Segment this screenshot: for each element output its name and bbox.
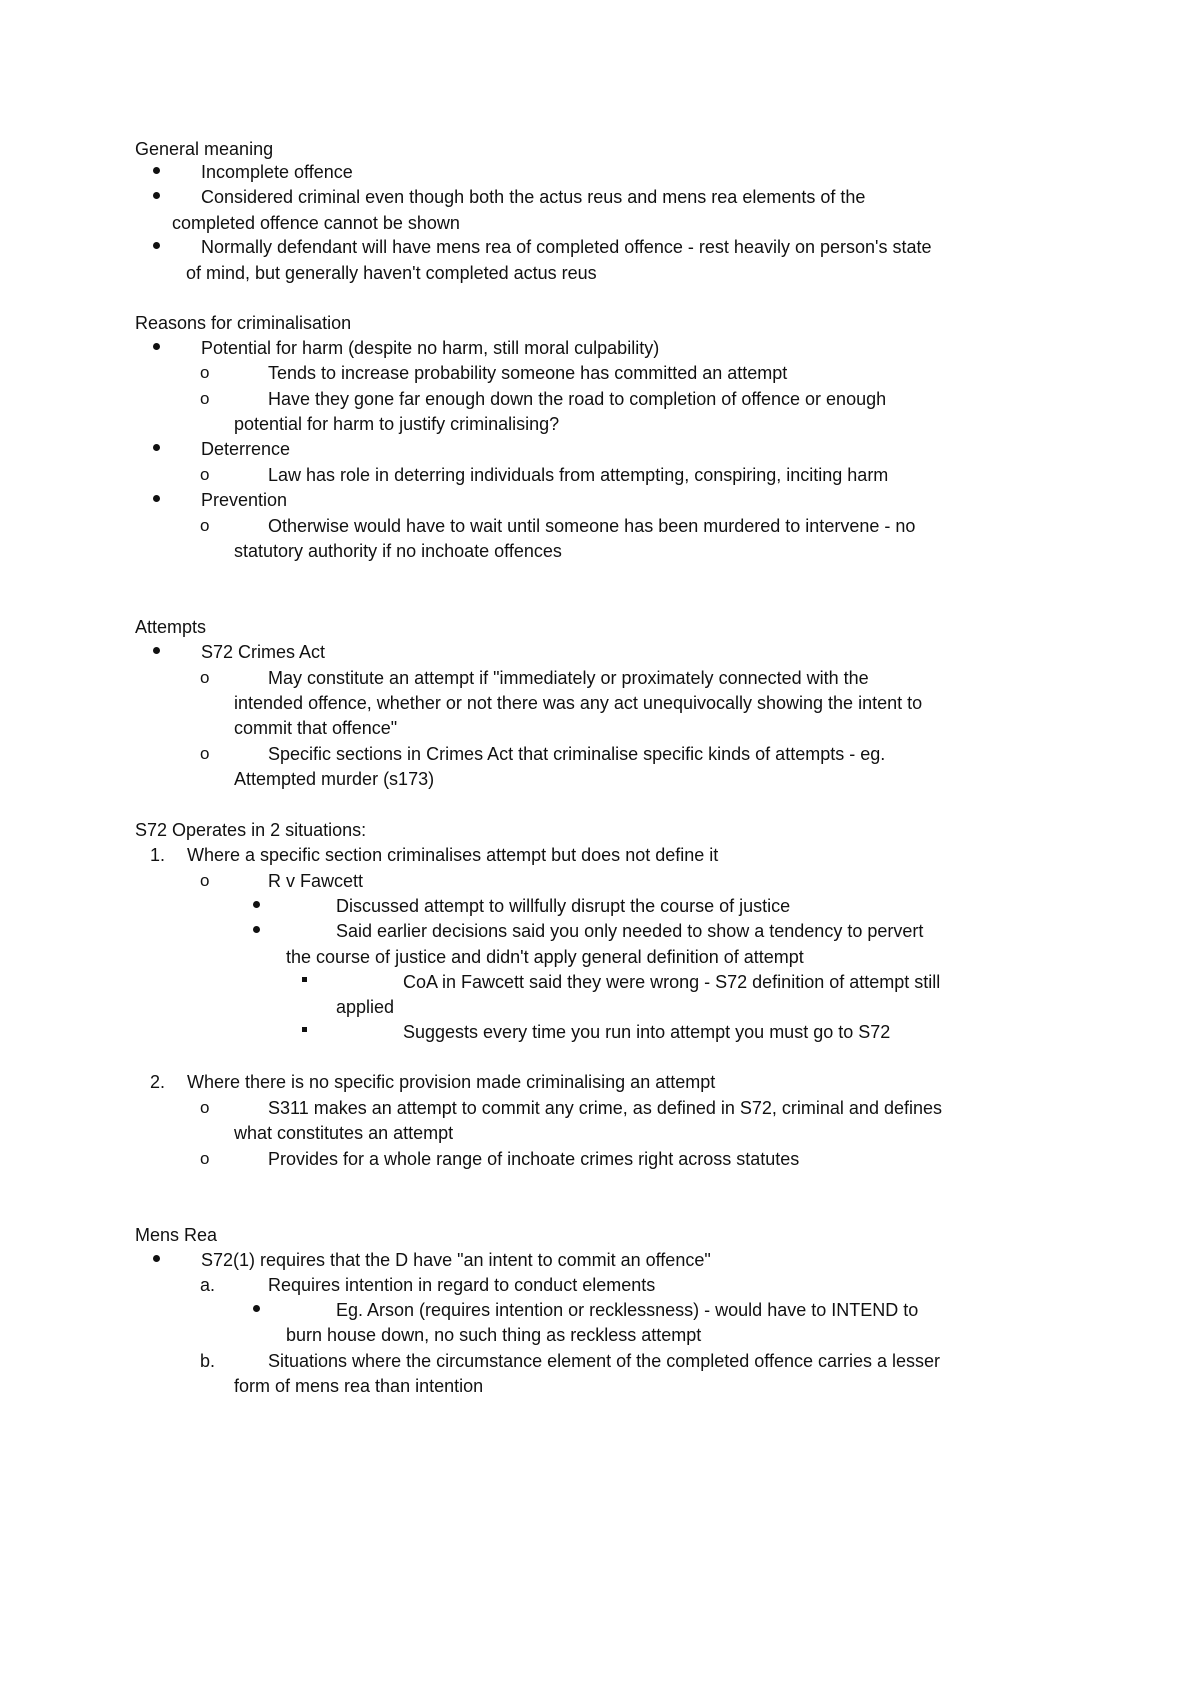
list-letter: a. <box>200 1275 216 1295</box>
numbered-list-item: Where there is no specific provision made criminalising an attempt <box>187 1072 716 1092</box>
square-bullet-icon <box>302 977 307 982</box>
sub-list-item: S311 makes an attempt to commit any crime, as defined in S72, criminal and defines <box>268 1098 942 1118</box>
bullet-icon <box>153 1255 160 1262</box>
sub-list-item-continuation: statutory authority if no inchoate offences <box>234 541 562 561</box>
bullet-icon <box>253 901 260 908</box>
list-item: Normally defendant will have mens rea of completed offence - rest heavily on person's state <box>201 237 932 257</box>
bullet-icon <box>153 242 160 249</box>
section-heading-reasons: Reasons for criminalisation <box>135 313 352 333</box>
sub-list-item: R v Fawcett <box>268 871 364 891</box>
list-item: Considered criminal even though both the actus reus and mens rea elements of the <box>201 187 866 207</box>
bullet-icon <box>153 495 160 502</box>
sub-list-item-continuation: Attempted murder (s173) <box>234 769 435 789</box>
list-item: S72(1) requires that the D have "an intent to commit an offence" <box>201 1250 711 1270</box>
section-heading-mens-rea: Mens Rea <box>135 1225 218 1245</box>
bullet-icon <box>153 647 160 654</box>
circle-bullet-icon: o <box>200 1149 210 1168</box>
section-heading-general: General meaning <box>135 139 274 159</box>
sub-list-item: May constitute an attempt if "immediately or proximately connected with the <box>268 668 869 688</box>
sub-list-item-continuation: commit that offence" <box>234 718 398 738</box>
bullet-icon <box>153 167 160 174</box>
circle-bullet-icon: o <box>200 363 210 382</box>
list-letter: b. <box>200 1351 216 1371</box>
bullet-icon <box>253 926 260 933</box>
sub-list-item-continuation: what constitutes an attempt <box>234 1123 454 1143</box>
list-item: S72 Crimes Act <box>201 642 326 662</box>
list-item: Incomplete offence <box>201 162 353 182</box>
list-number: 2. <box>150 1072 166 1092</box>
sub-sub-list-item: Eg. Arson (requires intention or recklessness) - would have to INTEND to <box>336 1300 919 1320</box>
sub-sub-list-item: Said earlier decisions said you only needed to show a tendency to pervert <box>336 921 924 941</box>
lettered-list-item: Requires intention in regard to conduct elements <box>268 1275 656 1295</box>
level4-list-item-continuation: applied <box>336 997 395 1017</box>
level4-list-item: CoA in Fawcett said they were wrong - S72 definition of attempt still <box>403 972 941 992</box>
bullet-icon <box>153 444 160 451</box>
sub-list-item: Provides for a whole range of inchoate crimes right across statutes <box>268 1149 800 1169</box>
circle-bullet-icon: o <box>200 871 210 890</box>
list-item: Prevention <box>201 490 288 510</box>
bullet-icon <box>253 1305 260 1312</box>
circle-bullet-icon: o <box>200 516 210 535</box>
bullet-icon <box>153 343 160 350</box>
square-bullet-icon <box>302 1027 307 1032</box>
list-item: Potential for harm (despite no harm, still moral culpability) <box>201 338 660 358</box>
circle-bullet-icon: o <box>200 1098 210 1117</box>
lettered-list-item-continuation: form of mens rea than intention <box>234 1376 484 1396</box>
circle-bullet-icon: o <box>200 668 210 687</box>
section-heading-s72: S72 Operates in 2 situations: <box>135 820 367 840</box>
sub-sub-list-item-continuation: burn house down, no such thing as reckless attempt <box>286 1325 702 1345</box>
section-heading-attempts: Attempts <box>135 617 207 637</box>
list-number: 1. <box>150 845 166 865</box>
circle-bullet-icon: o <box>200 465 210 484</box>
sub-sub-list-item: Discussed attempt to willfully disrupt the course of justice <box>336 896 791 916</box>
sub-list-item: Tends to increase probability someone has committed an attempt <box>268 363 788 383</box>
numbered-list-item: Where a specific section criminalises attempt but does not define it <box>187 845 719 865</box>
sub-list-item-continuation: intended offence, whether or not there was any act unequivocally showing the intent to <box>234 693 923 713</box>
sub-list-item: Specific sections in Crimes Act that criminalise specific kinds of attempts - eg. <box>268 744 886 764</box>
lettered-list-item: Situations where the circumstance element of the completed offence carries a lesser <box>268 1351 941 1371</box>
sub-list-item: Law has role in deterring individuals from attempting, conspiring, inciting harm <box>268 465 889 485</box>
sub-list-item: Have they gone far enough down the road to completion of offence or enough <box>268 389 887 409</box>
sub-sub-list-item-continuation: the course of justice and didn't apply general definition of attempt <box>286 947 804 967</box>
list-item: Deterrence <box>201 439 291 459</box>
circle-bullet-icon: o <box>200 744 210 763</box>
level4-list-item: Suggests every time you run into attempt you must go to S72 <box>403 1022 891 1042</box>
circle-bullet-icon: o <box>200 389 210 408</box>
sub-list-item: Otherwise would have to wait until someone has been murdered to intervene - no <box>268 516 916 536</box>
sub-list-item-continuation: potential for harm to justify criminalising? <box>234 414 560 434</box>
bullet-icon <box>153 192 160 199</box>
list-item-continuation: completed offence cannot be shown <box>172 213 460 233</box>
list-item-continuation: of mind, but generally haven't completed actus reus <box>186 263 597 283</box>
